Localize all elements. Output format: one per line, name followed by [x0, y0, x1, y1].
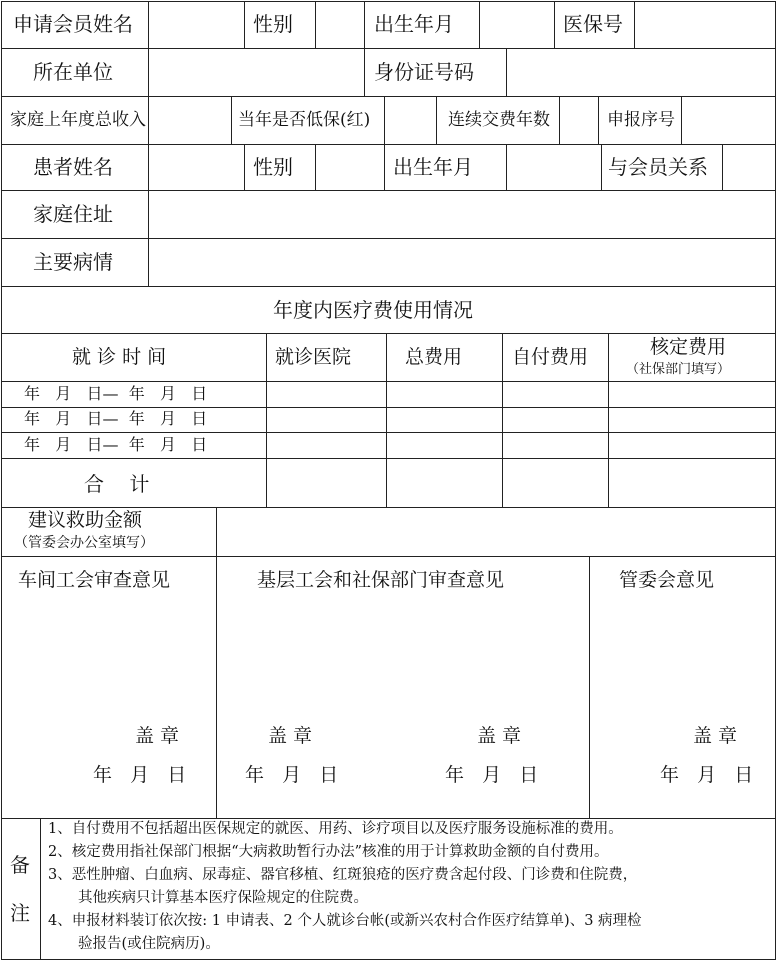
condition-label: 主要病情	[33, 250, 113, 274]
low-income-field[interactable]	[385, 97, 436, 144]
grassroots-seal-1: 盖 章	[268, 725, 313, 747]
visit-date-row-1: 年 月 日— 年 月 日	[24, 384, 208, 403]
visit-date-row-2: 年 月 日— 年 月 日	[24, 409, 208, 428]
id-no-label: 身份证号码	[374, 60, 474, 84]
visit-date-row-3: 年 月 日— 年 月 日	[24, 435, 208, 454]
row-line	[1, 818, 776, 819]
years-paid-label: 连续交费年数	[448, 110, 550, 130]
workshop-union-opinion-title: 车间工会审查意见	[18, 569, 171, 591]
col-line	[266, 333, 267, 507]
row-line	[1, 432, 776, 433]
applicant-gender-field[interactable]	[316, 2, 364, 48]
condition-field[interactable]	[149, 239, 775, 286]
col-line	[216, 556, 217, 818]
committee-date: 年 月 日	[660, 764, 754, 786]
col-line	[364, 48, 365, 96]
patient-birth-field[interactable]	[507, 145, 601, 190]
remark-line-2: 2、核定费用指社保部门根据“大病救助暂行办法”核准的用于计算救助金额的自付费用。	[48, 844, 609, 860]
col-line	[608, 333, 609, 507]
col-line	[384, 144, 385, 190]
row-line	[1, 407, 776, 408]
row-line	[1, 556, 776, 557]
grassroots-date-2: 年 月 日	[445, 764, 539, 786]
years-paid-field[interactable]	[560, 97, 598, 144]
family-income-label: 家庭上年度总收入	[10, 110, 146, 130]
form-border-bottom	[1, 959, 776, 960]
patient-name-field[interactable]	[149, 145, 244, 190]
approved-cost-note: （社保部门填写）	[626, 362, 731, 377]
total-row-label: 合 计	[84, 472, 150, 496]
unit-label: 所在单位	[33, 60, 113, 84]
unit-field[interactable]	[149, 49, 364, 96]
patient-gender-field[interactable]	[316, 145, 384, 190]
patient-birth-label: 出生年月	[393, 155, 473, 179]
total-cost-header: 总费用	[405, 346, 463, 368]
committee-seal: 盖 章	[693, 725, 738, 747]
apply-no-field[interactable]	[682, 97, 775, 144]
col-line	[244, 144, 245, 190]
row-line	[1, 333, 776, 334]
relation-label: 与会员关系	[608, 155, 708, 179]
row-line	[1, 458, 776, 459]
apply-no-label: 申报序号	[607, 110, 675, 130]
patient-name-label: 患者姓名	[33, 155, 113, 179]
remarks-label-bottom: 注	[10, 901, 30, 925]
remark-line-1: 1、自付费用不包括超出医保规定的就医、用药、诊疗项目以及医疗服务设施标准的费用。	[48, 821, 623, 837]
grassroots-date-1: 年 月 日	[245, 764, 339, 786]
medical-section-title: 年度内医疗费使用情况	[273, 298, 473, 322]
col-line	[554, 1, 555, 48]
col-line	[601, 144, 602, 190]
suggest-amount-field[interactable]	[217, 508, 775, 556]
row-line	[1, 286, 776, 287]
col-line	[598, 96, 599, 144]
applicant-birth-field[interactable]	[480, 2, 554, 48]
remark-line-6: 验报告(或住院病历)。	[78, 936, 220, 952]
row-line	[1, 381, 776, 382]
self-pay-header: 自付费用	[512, 346, 589, 368]
committee-opinion-title: 管委会意见	[619, 569, 715, 591]
grassroots-union-opinion-title: 基层工会和社保部门审查意见	[257, 569, 505, 591]
address-label: 家庭住址	[33, 202, 113, 226]
family-income-field[interactable]	[149, 97, 231, 144]
col-line	[436, 96, 437, 144]
grassroots-seal-2: 盖 章	[477, 725, 522, 747]
col-line	[364, 1, 365, 48]
remark-line-4: 其他疾病只计算基本医疗保险规定的住院费。	[78, 890, 368, 906]
col-line	[589, 556, 590, 818]
approved-cost-header: 核定费用	[650, 336, 727, 358]
applicant-name-field[interactable]	[149, 2, 244, 48]
col-line	[40, 818, 41, 959]
address-field[interactable]	[149, 191, 775, 238]
applicant-birth-label: 出生年月	[374, 12, 454, 36]
workshop-seal: 盖 章	[135, 725, 180, 747]
applicant-name-label: 申请会员姓名	[13, 12, 133, 36]
insurance-no-field[interactable]	[635, 2, 775, 48]
suggest-amount-note: （管委会办公室填写）	[14, 535, 154, 551]
remark-line-5: 4、申报材料装订依次按: 1 申请表、2 个人就诊台帐(或新兴农村合作医疗结算单)、3 病理检	[48, 913, 642, 929]
visit-time-header: 就 诊 时 间	[72, 346, 167, 368]
applicant-gender-label: 性别	[253, 12, 293, 36]
row-line	[1, 144, 776, 145]
low-income-label: 当年是否低保(红)	[238, 110, 371, 130]
patient-gender-label: 性别	[253, 155, 293, 179]
col-line	[244, 1, 245, 48]
id-no-field[interactable]	[507, 49, 775, 96]
col-line	[231, 96, 232, 144]
suggest-amount-label: 建议救助金额	[28, 509, 143, 531]
remark-line-3: 3、恶性肿瘤、白血病、尿毒症、器官移植、红斑狼疮的医疗费含起付段、门诊费和住院费，	[48, 867, 638, 883]
workshop-date: 年 月 日	[93, 764, 187, 786]
remarks-label-top: 备	[10, 853, 30, 877]
insurance-no-label: 医保号	[563, 12, 623, 36]
col-line	[386, 333, 387, 507]
hospital-header: 就诊医院	[275, 346, 352, 368]
col-line	[502, 333, 503, 507]
relation-field[interactable]	[723, 145, 775, 190]
